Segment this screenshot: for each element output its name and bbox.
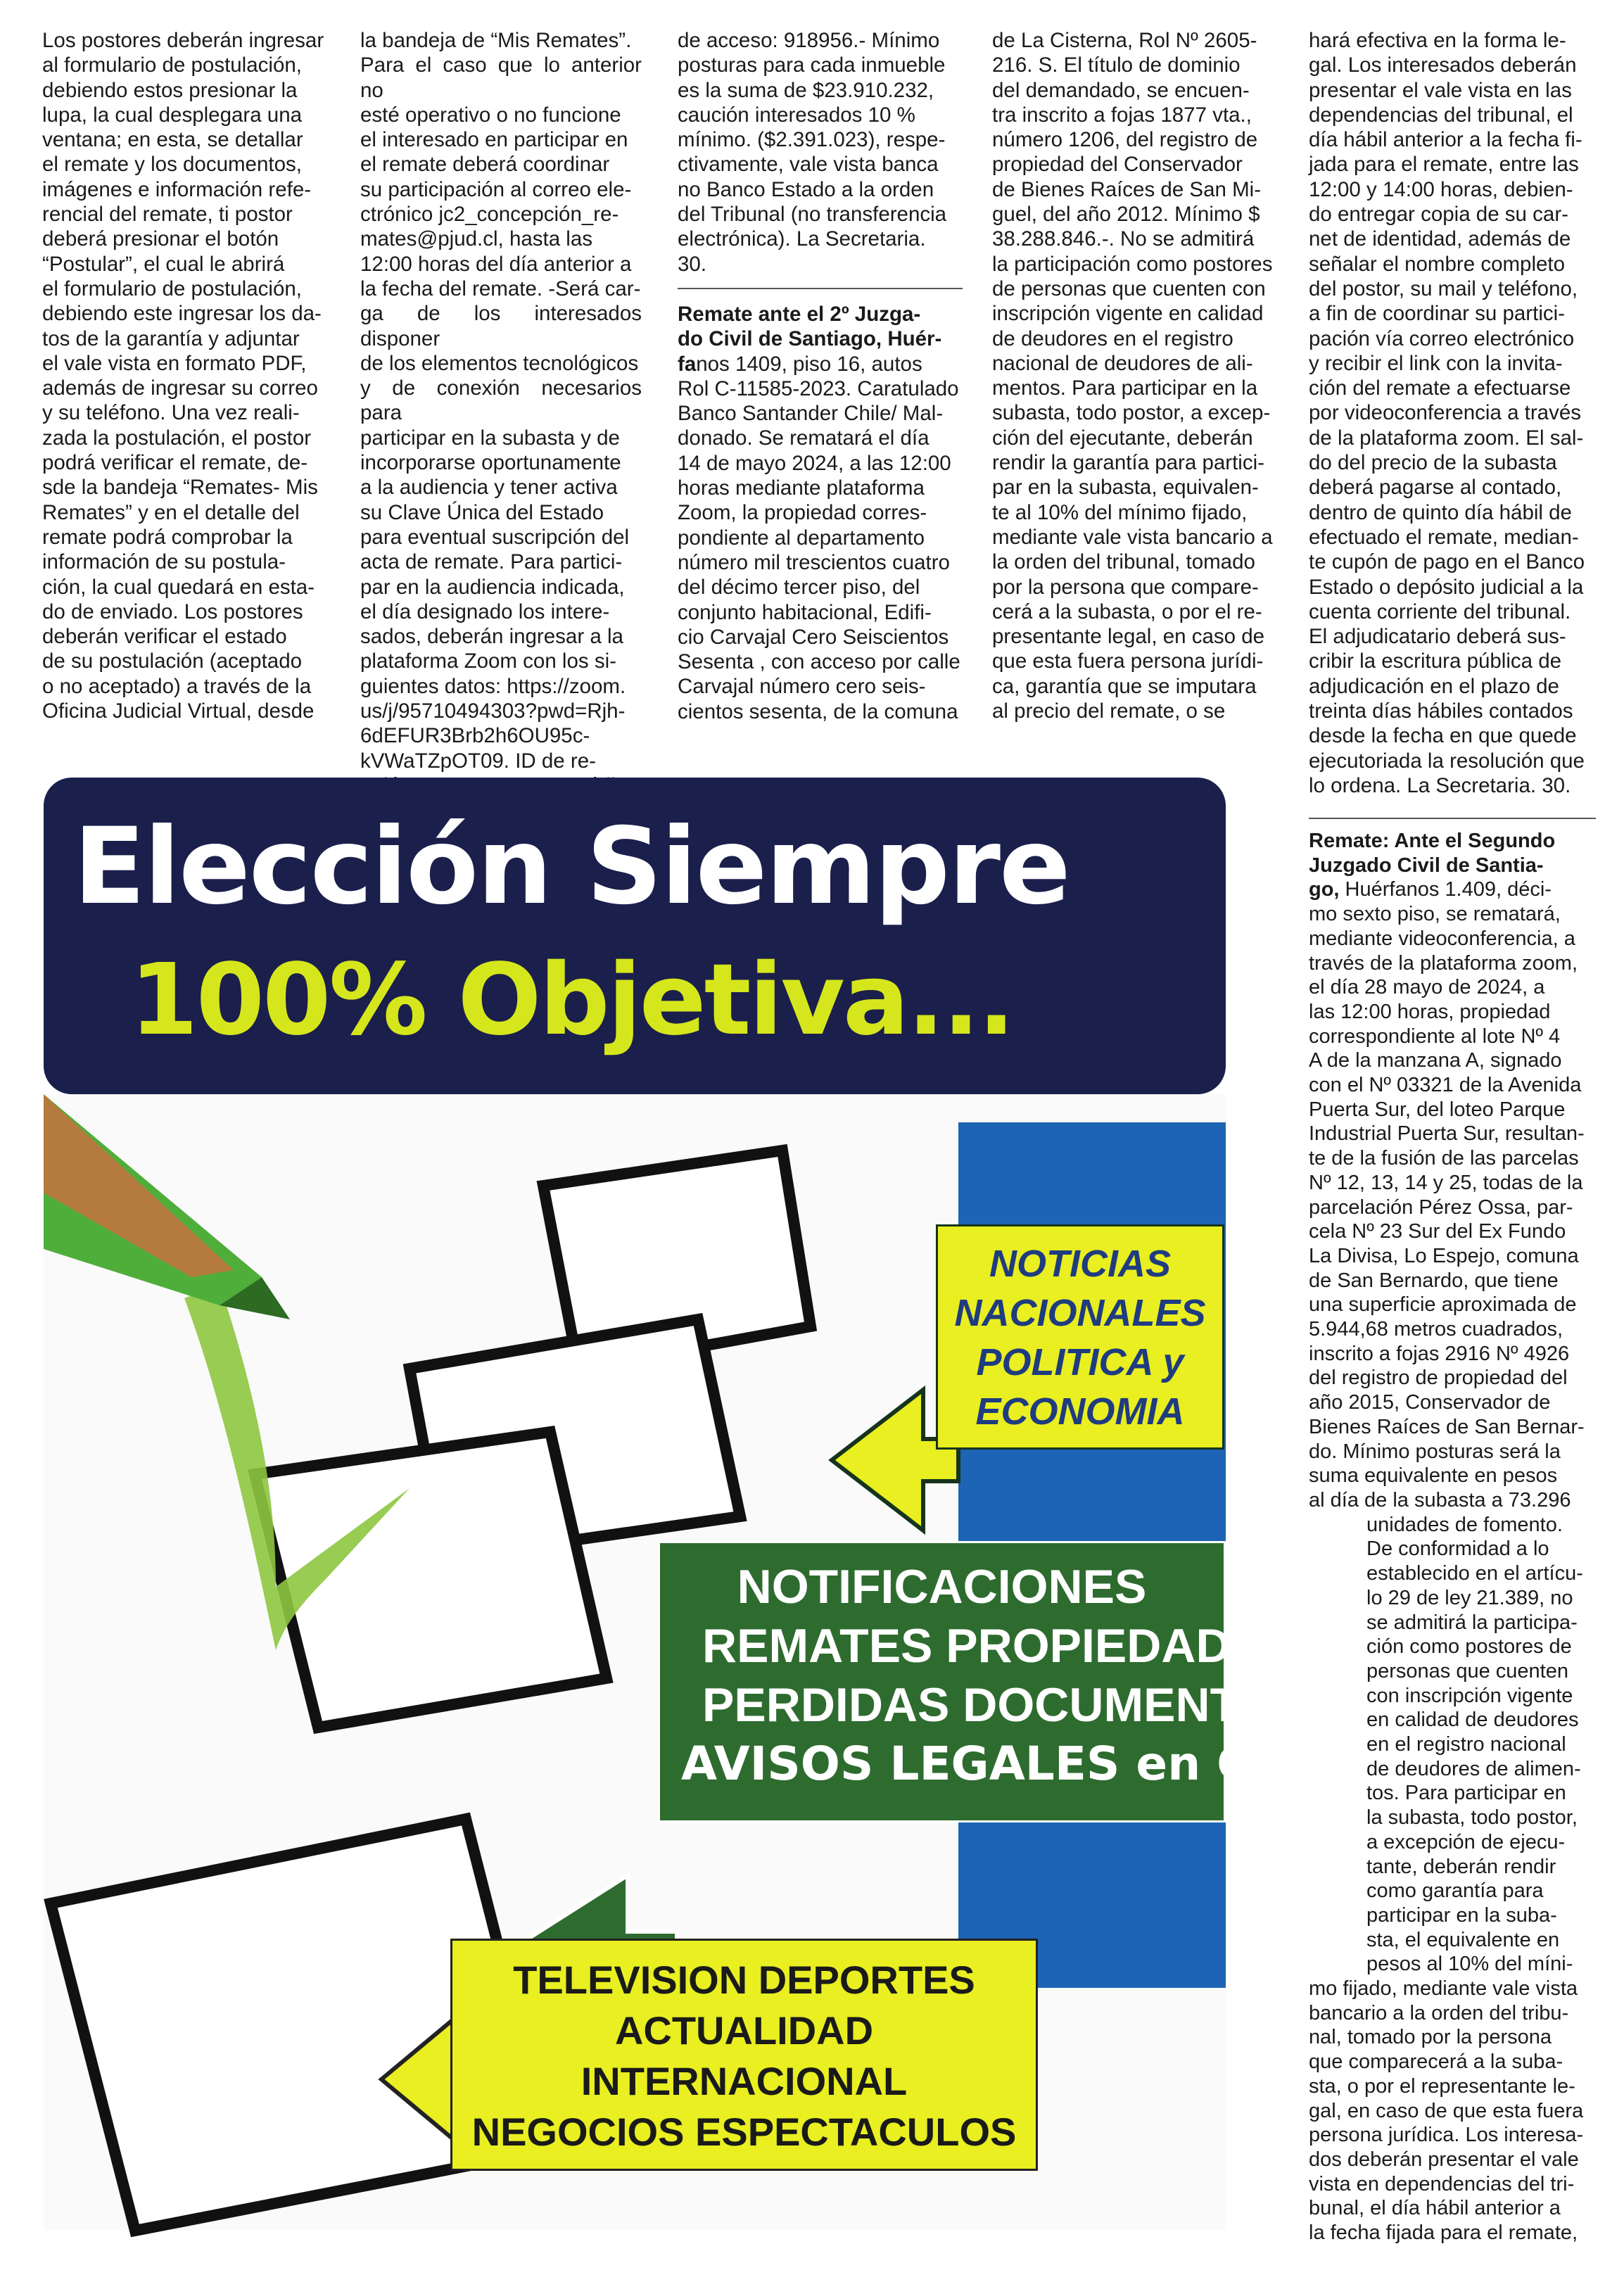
- ad-box-line: NACIONALES: [954, 1292, 1206, 1334]
- ad-box-line: ECONOMIA: [975, 1390, 1185, 1433]
- indented-text-block: [1309, 1513, 1596, 1977]
- ad-title-line-2: 100% Objetiva...: [129, 943, 1013, 1058]
- notice-divider: [678, 288, 963, 289]
- legal-notice: [1309, 829, 1596, 1513]
- legal-column-2: [360, 28, 642, 798]
- legal-text: Los postores deberán ingresar al formulario de postulación, debiendo estos presionar la lupa, la cual desplegara una ventana; en esta, se detallar el remate y los documentos, imágenes e información refe- rencial del remate, ti postor deberá presionar el botón “Postular”, el cual le abrirá el formulario de postulación, debiendo este ingresar los da- tos de la garantía y adjuntar el vale vista en formato PDF, además de ingresar su correo y su teléfono. Una vez reali- zada la postulación, el postor podrá verificar el remate, de- sde la bandeja “Remates- Mis Remates” y en el detalle del remate podrá comprobar la información de su postula- ción, la cual quedará en esta- do de enviado. Los postores deberán verificar el estado de su postulación (aceptado o no aceptado) a través de la Oficina Judicial Virtual, desde: [42, 29, 324, 723]
- legal-text: de La Cisterna, Rol Nº 2605- 216. S. El título de dominio del demandado, se encuen- tra inscrito a fojas 1877 vta., número 1206, del registro de propiedad del Conservador de Bienes Raíces de San Mi- guel, del año 2012. Mínimo $ 38.288.846.-. No se admitirá la participación como postores de personas que cuenten con inscripción vigente en calidad de deudores en el registro nacional de deudores de ali- mentos. Para participar en la subasta, todo postor, a excep- ción del ejecutante, deberán rendir la garantía para partici- par en la subasta, equivalen- te al 10% del mínimo fijado, mediante vale vista bancario a la orden del tribunal, tomado por la persona que compare- cerá a la subasta, o por el re- presentante legal, en caso de que esta fuera persona jurídi- ca, garantía que se imputara al precio del remate, o se: [992, 29, 1273, 723]
- ad-box-line: REMATES PROPIEDAD: [702, 1619, 1231, 1673]
- ad-box-television: [450, 1939, 1038, 2171]
- ad-box-line: ACTUALIDAD: [614, 2008, 874, 2053]
- legal-column-5: [1309, 28, 1596, 798]
- notice-body-end: mo fijado, mediante vale vista bancario a la orden del tribu- nal, tomado por la persona que comparecerá a la suba- sta, o por el representante le- gal, en caso de que esta fuera persona jurídica. Los interesa- dos deberán presentar el vale vista en dependencias del tri- bunal, el día hábil anterior a la fecha fijada para el remate,: [1309, 1977, 1584, 2245]
- ad-box-line: PERDIDAS DOCUMENT: [702, 1678, 1240, 1732]
- notice-divider: [1309, 818, 1596, 819]
- ad-box-line: NOTIFICACIONES: [737, 1560, 1147, 1614]
- legal-column-6: [1309, 818, 1596, 2245]
- ad-box-line: INTERNACIONAL: [581, 2059, 908, 2103]
- legal-column-3: [678, 28, 963, 724]
- ad-box-line: POLITICA y: [976, 1341, 1184, 1383]
- ad-box-notificaciones: [658, 1541, 1291, 1823]
- legal-column-1: [42, 28, 331, 723]
- ad-box-noticias: [936, 1224, 1224, 1450]
- notice-lead: Remate ante el 2º Juzga- do Civil de Santiago, Huér- fa: [678, 302, 942, 376]
- legal-column-4: [992, 28, 1277, 723]
- notice-body-indented: unidades de fomento. De conformidad a lo establecido en el artícu- lo 29 de ley 21.389, no se admitirá la participa- ción como postores de personas que cuenten con inscripción vigente en calidad de deudores en el registro nacional de deudores de alimen- tos. Para participar en la subasta, todo postor, a excepción de ejecu- tante, deberán rendir como garantía para participar en la suba- sta, el equivalente en pesos al 10% del míni-: [1366, 1513, 1583, 1976]
- ad-box-line: NOTICIAS: [989, 1243, 1171, 1285]
- legal-text: de acceso: 918956.- Mínimo posturas para cada inmueble es la suma de $23.910.232, caución interesados 10 % mínimo. ($2.391.023), respe- ctivamente, vale vista banca no Banco Estado a la orden del Tribunal (no transferencia electrónica). La Secretaria. 30.: [678, 29, 947, 276]
- ad-box-line: AVISOS LEGALES en GR: [681, 1737, 1291, 1791]
- legal-notice: [678, 302, 963, 724]
- legal-text: la bandeja de “Mis Remates”. Para el caso que lo anterior no esté operativo o no funcione el interesado en participar en el remate deberá coordinar su participación al correo ele- ctrónico jc2_concepción_re- mates@pjud.cl, hasta las 12:00 horas del día anterior a la fecha del remate. -Será car- ga de los interesados disponer de los elementos tecnológicos y de conexión necesarios para participar en la subasta y de incorporarse oportunamente a la audiencia y tener activa su Clave Única del Estado para eventual suscripción del acta de remate. Para partici- par en la audiencia indicada, el día designado los intere- sados, deberán ingresar a la plataforma Zoom con los si- guientes datos: https://zoom. us/j/95710494303?pwd=Rjh- 6dEFUR3Brb2h6OU95c- kVWaTZpOT09. ID de re-: [360, 29, 642, 773]
- legal-text: hará efectiva en la forma le- gal. Los interesados deberán presentar el vale vista en las dependencias del tribunal, el día hábil anterior a la fecha fi- jada para el remate, entre las 12:00 y 14:00 horas, debien- do entregar copia de su car- net de identidad, además de señalar el nombre completo del postor, su mail y teléfono, a fin de coordinar su partici- pación vía correo electrónico y recibir el link con la invita- ción del remate a efectuarse por videoconferencia a través de la plataforma zoom. El sal- do del precio de la subasta deberá pagarse al contado, dentro de quinto día hábil de efectuado el remate, median- te cupón de pago en el Banco Estado o depósito judicial a la cuenta corriente del tribunal. El adjudicatario deberá sus- cribir la escritura pública de adjudicación en el plazo de treinta días hábiles contados desde la fecha en que quede ejecutoriada la resolución que lo ordena. La Secretaria. 30.: [1309, 29, 1585, 797]
- ad-box-line: TELEVISION DEPORTES: [513, 1958, 975, 2002]
- ad-title-line-1: Elección Siempre: [73, 806, 1070, 928]
- notice-lead: Remate: Ante el Segundo Juzgado Civil de Santia- go,: [1309, 830, 1556, 901]
- notice-body: nos 1409, piso 16, autos Rol C-11585-2023. Caratulado Banco Santander Chile/ Mal- donado. Se rematará el día 14 de mayo 2024, a las 12:00 horas mediante plataforma Zoom, la propiedad corres- pondiente al departamento número mil trescientos cuatro del décimo tercer piso, del conjunto habitacional, Edifi- cio Carvajal Cero Seiscientos Sesenta , con acceso por calle Carvajal número cero seis- cientos sesenta, de la comuna: [678, 352, 960, 723]
- ad-box-line: NEGOCIOS ESPECTACULOS: [471, 2110, 1017, 2154]
- notice-body: Huérfanos 1.409, déci- mo sexto piso, se rematará, mediante videoconferencia, a través de la plataforma zoom, el día 28 mayo de 2024, a las 12:00 horas, propiedad correspondiente al lote Nº 4 A de la manzana A, signado con el Nº 03321 de la Avenida Puerta Sur, del loteo Parque Industrial Puerta Sur, resultan- te de la fusión de las parcelas Nº 12, 13, 14 y 25, todas de la parcelación Pérez Ossa, par- cela Nº 23 Sur del Ex Fundo La Divisa, Lo Espejo, comuna de San Bernardo, que tiene una superficie aproximada de 5.944,68 metros cuadrados, inscrito a fojas 2916 Nº 4926 del registro de propiedad del año 2015, Conservador de Bienes Raíces de San Bernar- do. Mínimo posturas será la suma equivalente en pesos al día de la subasta a 73.296: [1309, 878, 1585, 1511]
- ad-header-banner: [44, 778, 1226, 1094]
